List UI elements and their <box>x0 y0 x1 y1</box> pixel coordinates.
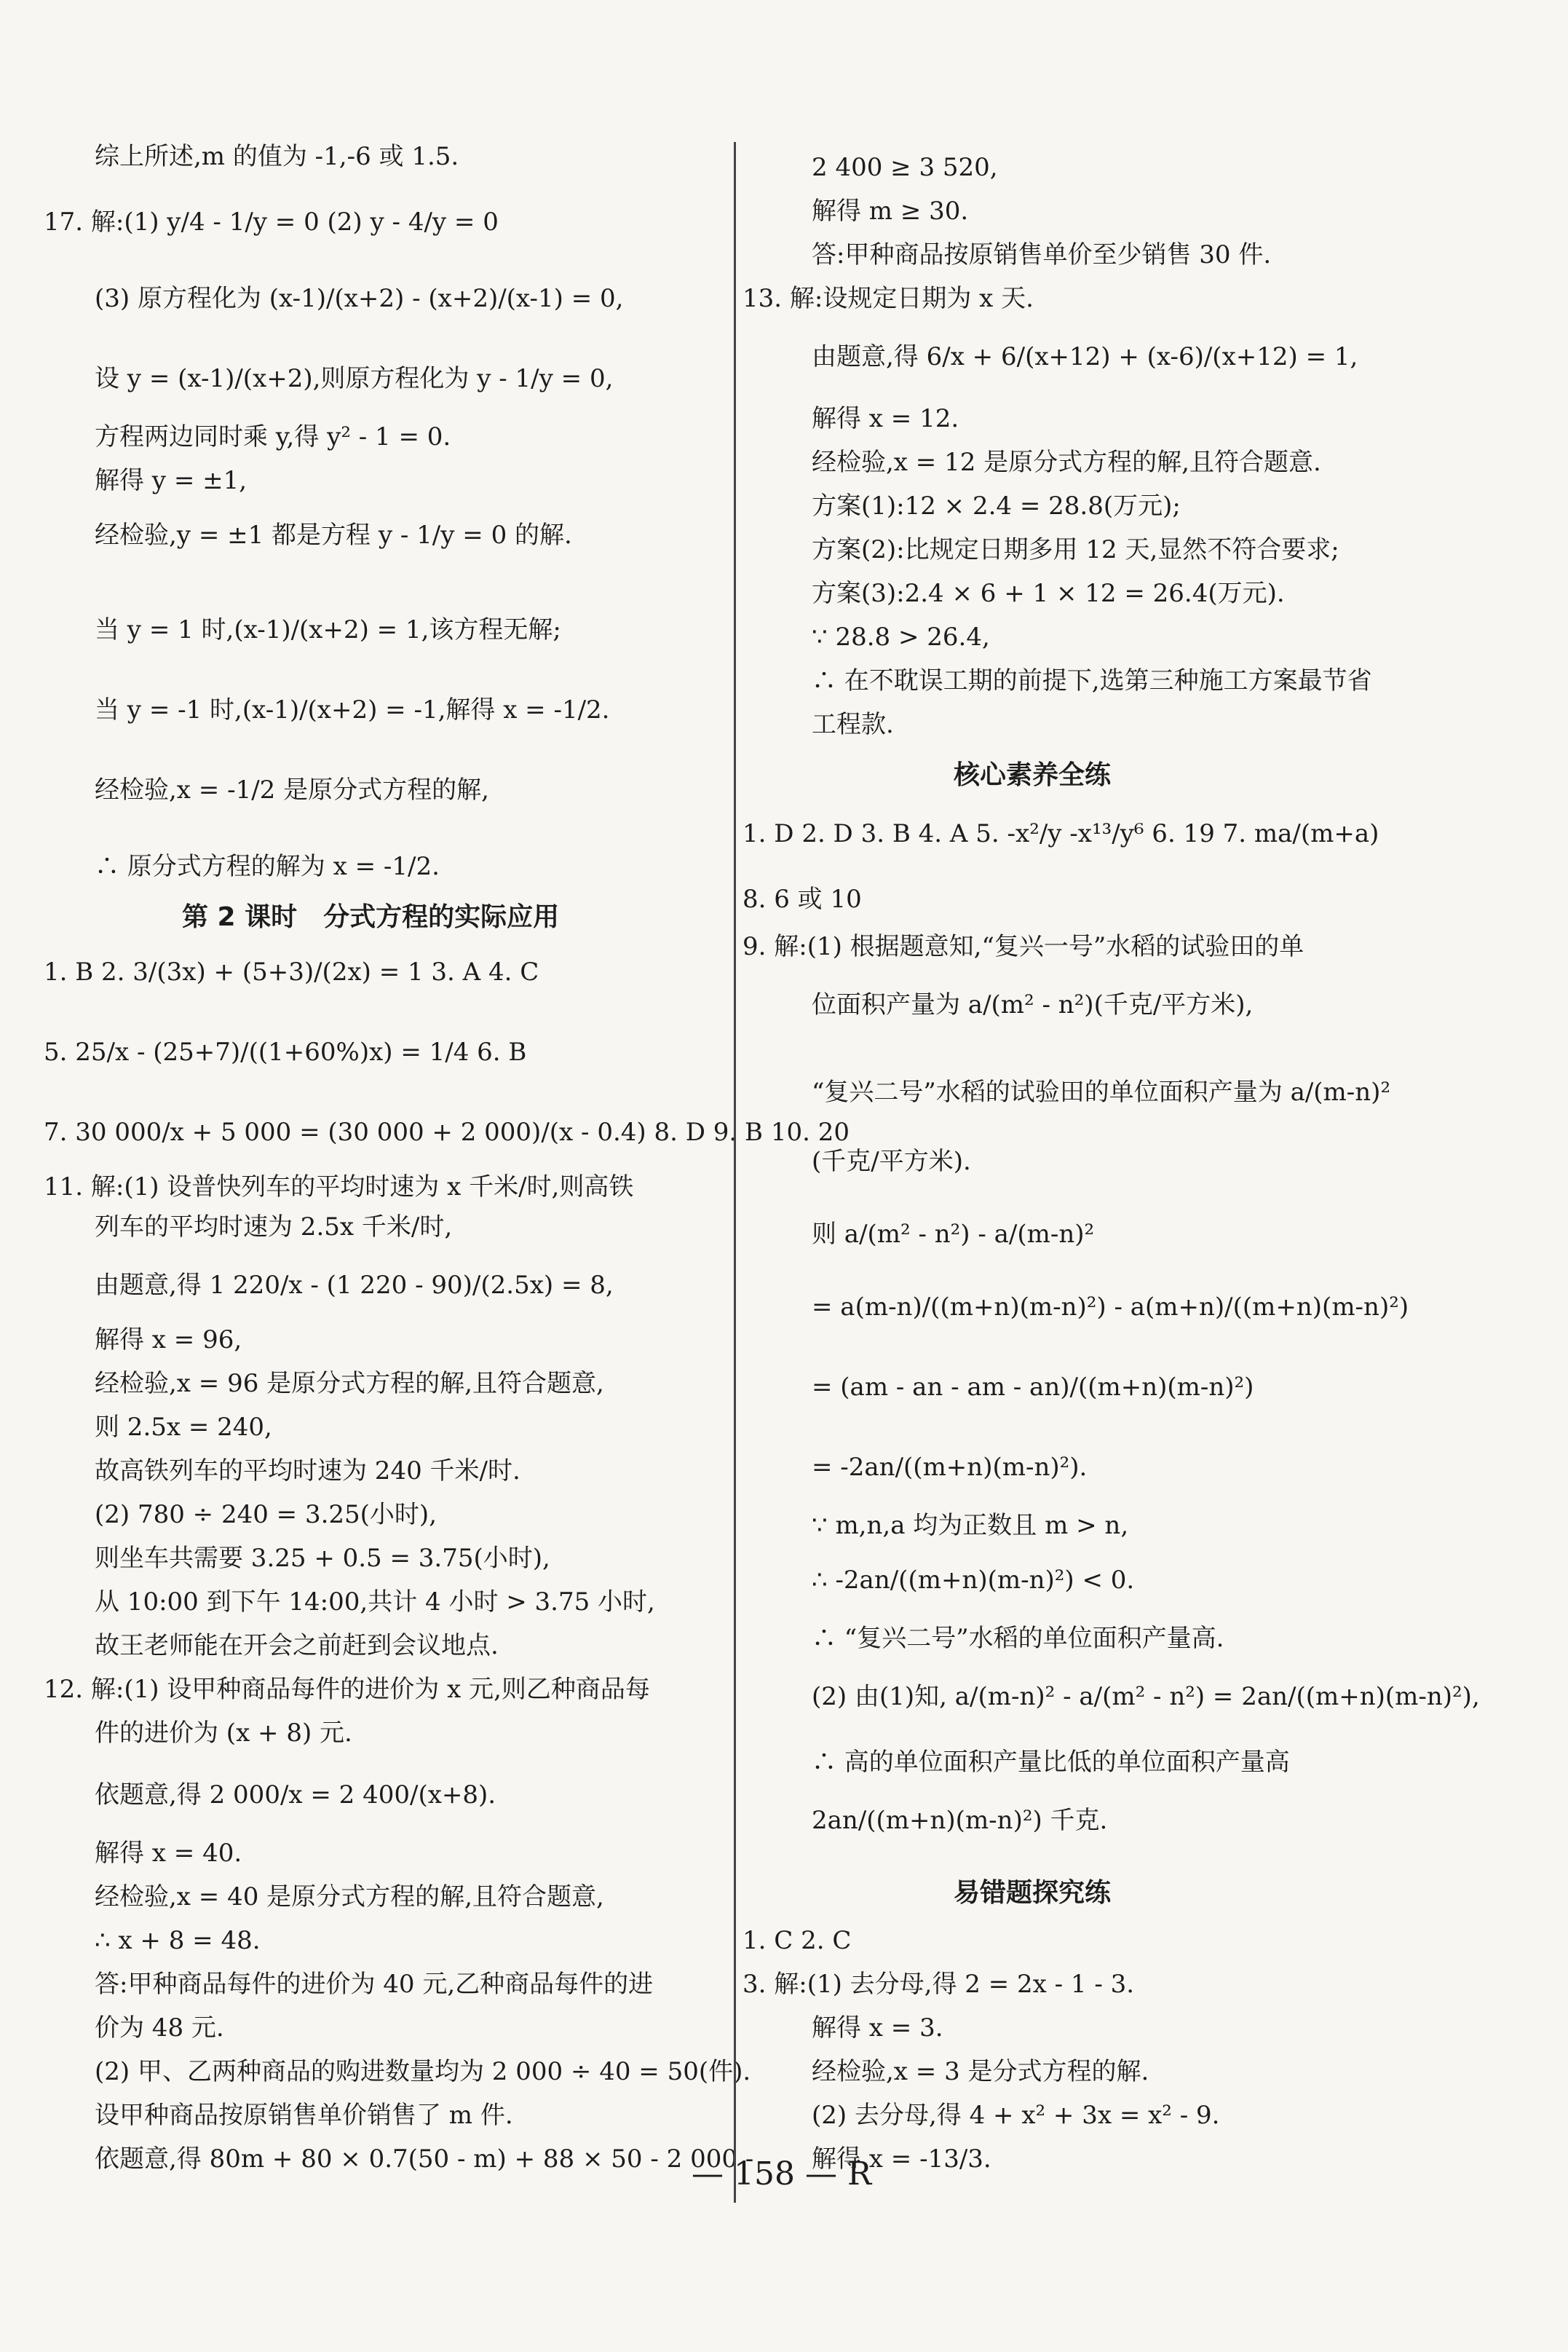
answer-line: 1. C 2. C <box>743 1926 852 1955</box>
answer-line: 5. 25/x - (25+7)/((1+60%)x) = 1/4 6. B <box>44 1038 527 1067</box>
answer-line: 当 y = -1 时,(x-1)/(x+2) = -1,解得 x = -1/2. <box>95 695 610 725</box>
answer-line: = -2an/((m+n)(m-n)²). <box>812 1453 1088 1482</box>
answer-line: 由题意,得 1 220/x - (1 220 - 90)/(2.5x) = 8, <box>95 1271 614 1300</box>
answer-line: 件的进价为 (x + 8) 元. <box>95 1718 352 1748</box>
answer-line: 解得 x = 96, <box>95 1325 242 1354</box>
answer-line: 列车的平均时速为 2.5x 千米/时, <box>95 1212 453 1242</box>
answer-line: 则坐车共需要 3.25 + 0.5 = 3.75(小时), <box>95 1544 550 1573</box>
answer-line: (2) 780 ÷ 240 = 3.25(小时), <box>95 1500 437 1529</box>
answer-line: 由题意,得 6/x + 6/(x+12) + (x-6)/(x+12) = 1, <box>812 342 1358 371</box>
answer-line: 经检验,x = 40 是原分式方程的解,且符合题意, <box>95 1882 604 1911</box>
answer-line: 从 10:00 到下午 14:00,共计 4 小时 > 3.75 小时, <box>95 1587 655 1617</box>
answer-line: 经检验,x = 96 是原分式方程的解,且符合题意, <box>95 1369 604 1398</box>
answer-line: 2 400 ≥ 3 520, <box>812 153 998 182</box>
answer-line: 位面积产量为 a/(m² - n²)(千克/平方米), <box>812 990 1254 1019</box>
answer-line: ∴ x + 8 = 48. <box>95 1926 261 1955</box>
answer-line: 价为 48 元. <box>95 2013 224 2043</box>
answer-line: (千克/平方米). <box>812 1147 971 1176</box>
page-number: — 158 — R <box>692 2155 872 2193</box>
answer-line: 依题意,得 80m + 80 × 0.7(50 - m) + 88 × 50 - 2 000 - <box>95 2144 754 2174</box>
answer-line: ∴ 在不耽误工期的前提下,选第三种施工方案最节省 <box>812 666 1372 695</box>
answer-line: 8. 6 或 10 <box>743 885 862 914</box>
answer-line: 当 y = 1 时,(x-1)/(x+2) = 1,该方程无解; <box>95 615 561 644</box>
answer-line: 方案(1):12 × 2.4 = 28.8(万元); <box>812 492 1181 521</box>
answer-line: 解得 x = -13/3. <box>812 2144 991 2174</box>
answer-line: 故高铁列车的平均时速为 240 千米/时. <box>95 1456 520 1485</box>
answer-line: (2) 甲、乙两种商品的购进数量均为 2 000 ÷ 40 = 50(件). <box>95 2057 751 2086</box>
answer-line: 解得 x = 40. <box>95 1839 242 1868</box>
answer-line: ∴ “复兴二号”水稻的单位面积产量高. <box>812 1624 1224 1653</box>
answer-line: 方程两边同时乘 y,得 y² - 1 = 0. <box>95 422 451 451</box>
answer-line: ∴ -2an/((m+n)(m-n)²) < 0. <box>812 1566 1135 1595</box>
answer-line: 方案(3):2.4 × 6 + 1 × 12 = 26.4(万元). <box>812 579 1285 608</box>
column-divider <box>734 142 736 2203</box>
answer-line: 解得 x = 3. <box>812 2013 943 2043</box>
answer-line: 经检验,x = -1/2 是原分式方程的解, <box>95 776 489 805</box>
answer-line: (3) 原方程化为 (x-1)/(x+2) - (x+2)/(x-1) = 0, <box>95 284 624 313</box>
answer-line: 方案(2):比规定日期多用 12 天,显然不符合要求; <box>812 535 1339 564</box>
answer-line: 解得 y = ±1, <box>95 466 248 495</box>
answer-line: 解得 m ≥ 30. <box>812 197 969 226</box>
answer-line: 答:甲种商品按原销售单价至少销售 30 件. <box>812 240 1272 269</box>
answer-line: 13. 解:设规定日期为 x 天. <box>743 284 1034 313</box>
section-heading: 第 2 课时 分式方程的实际应用 <box>182 902 560 932</box>
answer-line: = a(m-n)/((m+n)(m-n)²) - a(m+n)/((m+n)(m-n)²) <box>812 1293 1409 1322</box>
answer-line: 则 a/(m² - n²) - a/(m-n)² <box>812 1220 1095 1249</box>
answer-line: 经检验,y = ±1 都是方程 y - 1/y = 0 的解. <box>95 521 572 550</box>
answer-line: 答:甲种商品每件的进价为 40 元,乙种商品每件的进 <box>95 1970 654 1999</box>
answer-line: 3. 解:(1) 去分母,得 2 = 2x - 1 - 3. <box>743 1970 1135 1999</box>
answer-line: ∵ 28.8 > 26.4, <box>812 623 990 652</box>
answer-line: “复兴二号”水稻的试验田的单位面积产量为 a/(m-n)² <box>812 1078 1391 1107</box>
answer-line: 故王老师能在开会之前赶到会议地点. <box>95 1631 499 1660</box>
answer-line: 经检验,x = 12 是原分式方程的解,且符合题意. <box>812 448 1321 477</box>
answer-line: 设 y = (x-1)/(x+2),则原方程化为 y - 1/y = 0, <box>95 364 614 393</box>
answer-line: 1. B 2. 3/(3x) + (5+3)/(2x) = 1 3. A 4. C <box>44 958 539 987</box>
answer-line: 经检验,x = 3 是分式方程的解. <box>812 2057 1149 2086</box>
answer-line: 11. 解:(1) 设普快列车的平均时速为 x 千米/时,则高铁 <box>44 1172 634 1201</box>
answer-line: 综上所述,m 的值为 -1,-6 或 1.5. <box>95 142 459 171</box>
answer-line: 设甲种商品按原销售单价销售了 m 件. <box>95 2101 513 2130</box>
answer-line: 9. 解:(1) 根据题意知,“复兴一号”水稻的试验田的单 <box>743 932 1304 961</box>
section-heading: 核心素养全练 <box>954 760 1112 790</box>
answer-line: 1. D 2. D 3. B 4. A 5. -x²/y -x¹³/y⁶ 6. 19 7. ma/(m+a) <box>743 819 1379 848</box>
answer-line: 17. 解:(1) y/4 - 1/y = 0 (2) y - 4/y = 0 <box>44 208 499 237</box>
answer-line: 解得 x = 12. <box>812 404 959 433</box>
answer-line: ∵ m,n,a 均为正数且 m > n, <box>812 1511 1129 1540</box>
answer-line: 7. 30 000/x + 5 000 = (30 000 + 2 000)/(x - 0.4) 8. D 9. B 10. 20 <box>44 1118 850 1147</box>
answer-line: ∴ 高的单位面积产量比低的单位面积产量高 <box>812 1748 1290 1777</box>
answer-line: 则 2.5x = 240, <box>95 1413 272 1442</box>
answer-line: ∴ 原分式方程的解为 x = -1/2. <box>95 852 440 881</box>
answer-line: 2an/((m+n)(m-n)²) 千克. <box>812 1806 1108 1835</box>
answer-line: = (am - an - am - an)/((m+n)(m-n)²) <box>812 1373 1254 1402</box>
answer-line: 12. 解:(1) 设甲种商品每件的进价为 x 元,则乙种商品每 <box>44 1675 650 1704</box>
answer-line: (2) 去分母,得 4 + x² + 3x = x² - 9. <box>812 2101 1220 2130</box>
answer-line: (2) 由(1)知, a/(m-n)² - a/(m² - n²) = 2an/((m+n)(m-n)²), <box>812 1682 1480 1711</box>
section-heading: 易错题探究练 <box>954 1878 1112 1908</box>
answer-line: 依题意,得 2 000/x = 2 400/(x+8). <box>95 1780 496 1810</box>
answer-line: 工程款. <box>812 710 894 739</box>
